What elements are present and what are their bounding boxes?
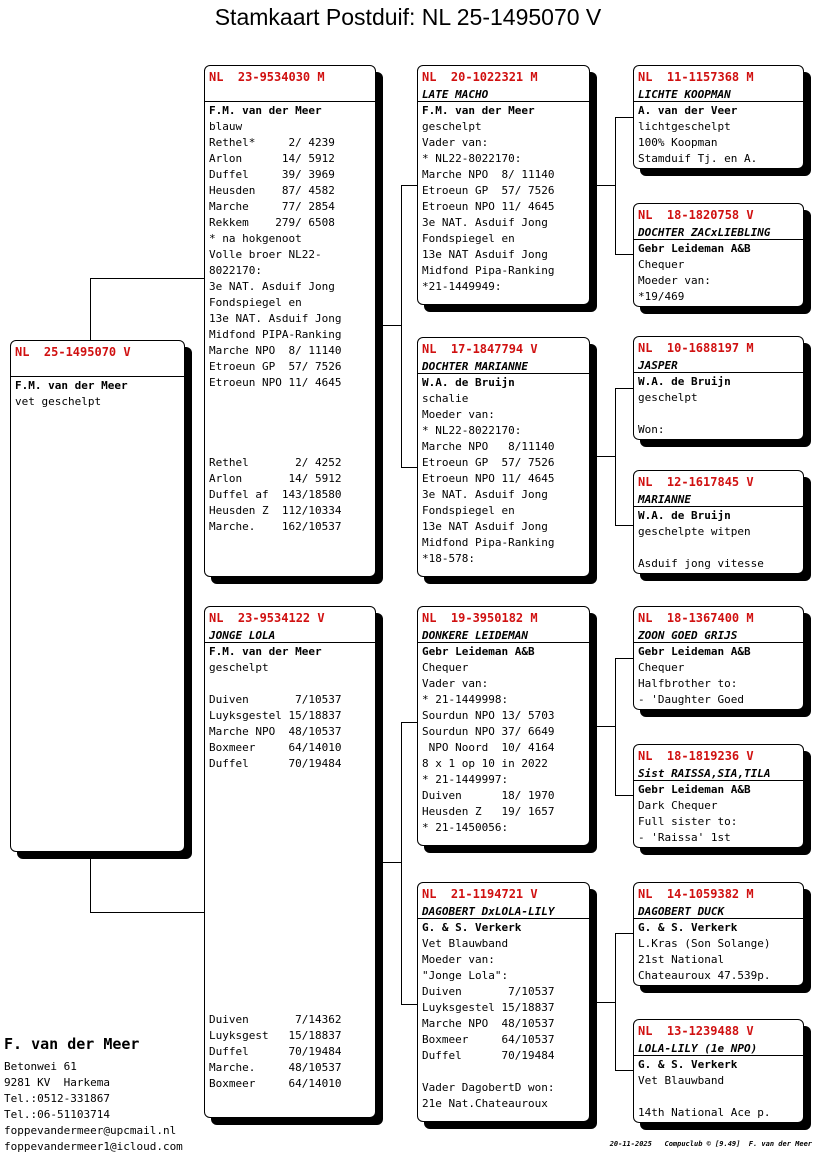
detail-line: Marche NPO 8/ 11140 bbox=[209, 344, 342, 357]
owner-address-line: 9281 KV Harkema bbox=[4, 1076, 110, 1089]
connector-line bbox=[401, 185, 402, 467]
breeder-name: Gebr Leideman A&B bbox=[638, 645, 751, 658]
grandsire-paternal-card bbox=[417, 65, 590, 305]
pigeon-details bbox=[638, 508, 764, 572]
connector-line bbox=[90, 912, 204, 913]
ggp-card-2 bbox=[633, 203, 804, 307]
detail-line bbox=[209, 423, 341, 439]
pigeon-details bbox=[209, 644, 341, 1092]
pigeon-name: MARIANNE bbox=[638, 493, 691, 506]
detail-line: Duffel 70/19484 bbox=[209, 1045, 342, 1058]
owner-email: foppevandermeer1@icloud.com bbox=[4, 1140, 183, 1153]
divider bbox=[634, 780, 803, 781]
pigeon-details bbox=[15, 378, 128, 410]
detail-line bbox=[209, 804, 341, 820]
detail-line: Marche 77/ 2854 bbox=[209, 200, 335, 213]
detail-line: Dark Chequer bbox=[638, 799, 718, 812]
pigeon-details bbox=[638, 103, 757, 167]
sire-card bbox=[204, 65, 376, 577]
detail-line: Marche NPO 8/11140 bbox=[422, 440, 555, 453]
pigeon-details bbox=[638, 241, 751, 305]
detail-line: Duffel 39/ 3969 bbox=[209, 168, 335, 181]
breeder-name: A. van der Veer bbox=[638, 104, 738, 117]
detail-line bbox=[209, 820, 341, 836]
detail-line bbox=[209, 932, 341, 948]
ring-number: NL 19-3950182 M bbox=[422, 611, 538, 625]
detail-line: 13e NAT Asduif Jong bbox=[422, 248, 548, 261]
detail-line: Duiven 7/10537 bbox=[422, 985, 555, 998]
detail-line: lichtgeschelpt bbox=[638, 120, 731, 133]
owner-phone: Tel.:06-51103714 bbox=[4, 1108, 110, 1121]
detail-line: schalie bbox=[422, 392, 469, 405]
detail-line: L.Kras (Son Solange) bbox=[638, 937, 771, 950]
detail-line: Won: bbox=[638, 423, 665, 436]
pigeon-name: LATE MACHO bbox=[422, 88, 489, 101]
divider bbox=[634, 1055, 803, 1056]
detail-line: Arlon 14/ 5912 bbox=[209, 472, 342, 485]
detail-line bbox=[209, 996, 341, 1012]
granddam-paternal-card bbox=[417, 337, 590, 577]
breeder-name: G. & S. Verkerk bbox=[638, 921, 738, 934]
detail-line: Etroeun GP 57/ 7526 bbox=[209, 360, 342, 373]
divider bbox=[11, 376, 184, 377]
detail-line: Halfbrother to: bbox=[638, 677, 738, 690]
detail-line: Luyksgest 15/18837 bbox=[209, 1029, 342, 1042]
connector-line bbox=[615, 658, 616, 795]
breeder-name: W.A. de Bruijn bbox=[638, 509, 731, 522]
ggp-card-5 bbox=[633, 606, 804, 710]
detail-line: Fondspiegel en bbox=[422, 504, 515, 517]
detail-line bbox=[209, 900, 341, 916]
connector-line bbox=[615, 933, 633, 934]
pigeon-name: DOCHTER MARIANNE bbox=[422, 360, 528, 373]
connector-line bbox=[615, 388, 633, 389]
detail-line: * 21-1450056: bbox=[422, 821, 509, 834]
breeder-name: F.M. van der Meer bbox=[209, 104, 322, 117]
detail-line: Stamduif Tj. en A. bbox=[638, 152, 758, 165]
connector-line bbox=[615, 933, 616, 1070]
detail-line: Full sister to: bbox=[638, 815, 738, 828]
divider bbox=[418, 101, 589, 102]
detail-line: *21-1449949: bbox=[422, 280, 502, 293]
detail-line: 3e NAT. Asduif Jong bbox=[422, 216, 548, 229]
ring-number: NL 18-1820758 V bbox=[638, 208, 754, 222]
detail-line: NPO Noord 10/ 4164 bbox=[422, 741, 555, 754]
detail-line: Moeder van: bbox=[422, 953, 495, 966]
connector-line bbox=[376, 862, 402, 863]
detail-line: Duiven 7/14362 bbox=[209, 1013, 342, 1026]
detail-line: Heusden Z 19/ 1657 bbox=[422, 805, 555, 818]
detail-line bbox=[209, 980, 341, 996]
ring-number: NL 11-1157368 M bbox=[638, 70, 754, 84]
detail-line bbox=[209, 391, 341, 407]
connector-line bbox=[90, 852, 91, 912]
ring-number: NL 17-1847794 V bbox=[422, 342, 538, 356]
detail-line: Marche. 48/10537 bbox=[209, 1061, 342, 1074]
detail-line bbox=[422, 1064, 554, 1080]
detail-line bbox=[638, 540, 764, 556]
breeder-name: W.A. de Bruijn bbox=[638, 375, 731, 388]
detail-line: Moeder van: bbox=[422, 408, 495, 421]
connector-line bbox=[401, 185, 417, 186]
divider bbox=[205, 642, 375, 643]
detail-line: Midfond Pipa-Ranking bbox=[422, 536, 555, 549]
detail-line bbox=[209, 884, 341, 900]
detail-line: Sourdun NPO 13/ 5703 bbox=[422, 709, 555, 722]
detail-line bbox=[209, 407, 341, 423]
connector-line bbox=[590, 726, 616, 727]
divider bbox=[418, 642, 589, 643]
ring-number: NL 20-1022321 M bbox=[422, 70, 538, 84]
connector-line bbox=[615, 117, 633, 118]
detail-line bbox=[638, 1089, 770, 1105]
detail-line: Boxmeer 64/10537 bbox=[422, 1033, 555, 1046]
detail-line: geschelpte witpen bbox=[638, 525, 751, 538]
detail-line: Rethel* 2/ 4239 bbox=[209, 136, 335, 149]
pigeon-details bbox=[422, 103, 554, 295]
owner-email: foppevandermeer@upcmail.nl bbox=[4, 1124, 177, 1137]
pigeon-details bbox=[638, 1057, 770, 1121]
detail-line: - 'Raissa' 1st bbox=[638, 831, 731, 844]
ggp-card-3 bbox=[633, 336, 804, 440]
detail-line: vet geschelpt bbox=[15, 395, 102, 408]
pigeon-name: DOCHTER ZACxLIEBLING bbox=[638, 226, 771, 239]
owner-contact bbox=[4, 1059, 183, 1155]
pigeon-details bbox=[422, 920, 554, 1112]
connector-line bbox=[615, 254, 633, 255]
detail-line: 14th National Ace p. bbox=[638, 1106, 771, 1119]
pigeon-details bbox=[638, 782, 751, 846]
detail-line bbox=[209, 852, 341, 868]
connector-line bbox=[615, 117, 616, 254]
divider bbox=[634, 918, 803, 919]
divider bbox=[634, 239, 803, 240]
pigeon-name: ZOON GOED GRIJS bbox=[638, 629, 738, 642]
detail-line: Vader DagobertD won: bbox=[422, 1081, 555, 1094]
ggp-card-8 bbox=[633, 1019, 804, 1123]
detail-line: Duffel 70/19484 bbox=[422, 1049, 555, 1062]
detail-line: Duiven 7/10537 bbox=[209, 693, 342, 706]
connector-line bbox=[615, 388, 616, 525]
ring-number: NL 14-1059382 M bbox=[638, 887, 754, 901]
detail-line bbox=[209, 676, 341, 692]
pigeon-details bbox=[638, 644, 751, 708]
ring-number: NL 10-1688197 M bbox=[638, 341, 754, 355]
detail-line: blauw bbox=[209, 120, 243, 133]
detail-line bbox=[209, 788, 341, 804]
detail-line: geschelpt bbox=[209, 661, 269, 674]
detail-line: * na hokgenoot bbox=[209, 232, 302, 245]
breeder-name: Gebr Leideman A&B bbox=[422, 645, 535, 658]
detail-line: Chateauroux 47.539p. bbox=[638, 969, 771, 982]
detail-line: 13e NAT. Asduif Jong bbox=[209, 312, 342, 325]
detail-line: *18-578: bbox=[422, 552, 475, 565]
detail-line: 100% Koopman bbox=[638, 136, 718, 149]
ring-number: NL 23-9534122 V bbox=[209, 611, 325, 625]
ggp-card-6 bbox=[633, 744, 804, 848]
detail-line: 21e Nat.Chateauroux bbox=[422, 1097, 548, 1110]
pigeon-details bbox=[638, 920, 770, 984]
detail-line: Marche NPO 8/ 11140 bbox=[422, 168, 555, 181]
detail-line: Moeder van: bbox=[638, 274, 711, 287]
pigeon-name: DAGOBERT DUCK bbox=[638, 905, 725, 918]
detail-line: geschelpt bbox=[638, 391, 698, 404]
connector-line bbox=[615, 795, 633, 796]
detail-line: Chequer bbox=[422, 661, 469, 674]
ggp-card-7 bbox=[633, 882, 804, 986]
breeder-name: F.M. van der Meer bbox=[209, 645, 322, 658]
pigeon-details bbox=[209, 103, 341, 535]
divider bbox=[634, 372, 803, 373]
detail-line: 8 x 1 op 10 in 2022 bbox=[422, 757, 548, 770]
owner-phone: Tel.:0512-331867 bbox=[4, 1092, 110, 1105]
breeder-name: F.M. van der Meer bbox=[15, 379, 128, 392]
connector-line bbox=[376, 325, 402, 326]
ring-number: NL 12-1617845 V bbox=[638, 475, 754, 489]
footer-credit: 20-11-2025 Compuclub © [9.49] F. van der Meer bbox=[609, 1140, 812, 1148]
detail-line: Vader van: bbox=[422, 677, 489, 690]
detail-line: 13e NAT Asduif Jong bbox=[422, 520, 548, 533]
connector-line bbox=[401, 722, 417, 723]
detail-line bbox=[209, 868, 341, 884]
detail-line bbox=[209, 948, 341, 964]
detail-line: Vet Blauwband bbox=[638, 1074, 725, 1087]
pigeon-details bbox=[638, 374, 731, 438]
divider bbox=[418, 918, 589, 919]
detail-line: Fondspiegel en bbox=[422, 232, 515, 245]
detail-line: Duffel 70/19484 bbox=[209, 757, 342, 770]
detail-line: Marche. 162/10537 bbox=[209, 520, 342, 533]
detail-line bbox=[638, 406, 731, 422]
detail-line: geschelpt bbox=[422, 120, 482, 133]
breeder-name: F.M. van der Meer bbox=[422, 104, 535, 117]
divider bbox=[418, 373, 589, 374]
grandsire-maternal-card bbox=[417, 606, 590, 846]
breeder-name: G. & S. Verkerk bbox=[638, 1058, 738, 1071]
pigeon-name: JONGE LOLA bbox=[209, 629, 276, 642]
connector-line bbox=[615, 525, 633, 526]
detail-line: Arlon 14/ 5912 bbox=[209, 152, 335, 165]
page-title: Stamkaart Postduif: NL 25-1495070 V bbox=[214, 4, 602, 30]
pigeon-details bbox=[422, 375, 554, 567]
pigeon-name: LICHTE KOOPMAN bbox=[638, 88, 731, 101]
detail-line: Duiven 18/ 1970 bbox=[422, 789, 555, 802]
detail-line: 21st National bbox=[638, 953, 725, 966]
ring-number: NL 13-1239488 V bbox=[638, 1024, 754, 1038]
detail-line: - 'Daughter Goed bbox=[638, 693, 744, 706]
divider bbox=[634, 642, 803, 643]
detail-line: Rethel 2/ 4252 bbox=[209, 456, 342, 469]
detail-line: Etroeun NPO 11/ 4645 bbox=[209, 376, 342, 389]
pigeon-name: JASPER bbox=[638, 359, 678, 372]
detail-line: Duffel af 143/18580 bbox=[209, 488, 342, 501]
owner-address-line: Betonwei 61 bbox=[4, 1060, 77, 1073]
detail-line: * 21-1449997: bbox=[422, 773, 509, 786]
ring-number: NL 18-1819236 V bbox=[638, 749, 754, 763]
divider bbox=[634, 506, 803, 507]
dam-card bbox=[204, 606, 376, 1118]
detail-line: * 21-1449998: bbox=[422, 693, 509, 706]
detail-line: Etroeun NPO 11/ 4645 bbox=[422, 200, 555, 213]
granddam-maternal-card bbox=[417, 882, 590, 1122]
connector-line bbox=[401, 1004, 417, 1005]
connector-line bbox=[401, 467, 417, 468]
detail-line: Marche NPO 48/10537 bbox=[422, 1017, 555, 1030]
detail-line bbox=[209, 439, 341, 455]
ring-number: NL 21-1194721 V bbox=[422, 887, 538, 901]
detail-line: Midfond PIPA-Ranking bbox=[209, 328, 342, 341]
pigeon-name: DONKERE LEIDEMAN bbox=[422, 629, 528, 642]
detail-line bbox=[209, 772, 341, 788]
breeder-name: G. & S. Verkerk bbox=[422, 921, 522, 934]
ring-number: NL 18-1367400 M bbox=[638, 611, 754, 625]
breeder-name: Gebr Leideman A&B bbox=[638, 242, 751, 255]
pigeon-details bbox=[422, 644, 554, 836]
ggp-card-1 bbox=[633, 65, 804, 169]
connector-line bbox=[615, 1070, 633, 1071]
ggp-card-4 bbox=[633, 470, 804, 574]
detail-line: * NL22-8022170: bbox=[422, 152, 522, 165]
detail-line bbox=[209, 916, 341, 932]
detail-line: Midfond Pipa-Ranking bbox=[422, 264, 555, 277]
detail-line: Chequer bbox=[638, 258, 685, 271]
detail-line: * NL22-8022170: bbox=[422, 424, 522, 437]
divider bbox=[205, 101, 375, 102]
detail-line: Heusden Z 112/10334 bbox=[209, 504, 342, 517]
detail-line: Luyksgestel 15/18837 bbox=[209, 709, 342, 722]
ring-number: NL 23-9534030 M bbox=[209, 70, 325, 84]
connector-line bbox=[401, 722, 402, 1004]
connector-line bbox=[90, 278, 91, 340]
divider bbox=[634, 101, 803, 102]
breeder-name: W.A. de Bruijn bbox=[422, 376, 515, 389]
detail-line: Etroeun GP 57/ 7526 bbox=[422, 184, 555, 197]
detail-line: Rekkem 279/ 6508 bbox=[209, 216, 335, 229]
ring-number: NL 25-1495070 V bbox=[15, 345, 131, 359]
detail-line: 3e NAT. Asduif Jong bbox=[422, 488, 548, 501]
detail-line: Etroeun GP 57/ 7526 bbox=[422, 456, 555, 469]
pigeon-name: LOLA-LILY (1e NPO) bbox=[638, 1042, 758, 1055]
owner-name: F. van der Meer bbox=[4, 1035, 140, 1053]
detail-line bbox=[209, 836, 341, 852]
detail-line: Fondspiegel en bbox=[209, 296, 302, 309]
connector-line bbox=[590, 185, 616, 186]
detail-line: Vader van: bbox=[422, 136, 489, 149]
detail-line: Asduif jong vitesse bbox=[638, 557, 764, 570]
connector-line bbox=[590, 456, 616, 457]
detail-line: Boxmeer 64/14010 bbox=[209, 741, 342, 754]
detail-line: "Jonge Lola": bbox=[422, 969, 509, 982]
connector-line bbox=[90, 278, 204, 279]
detail-line: Chequer bbox=[638, 661, 685, 674]
connector-line bbox=[590, 1002, 616, 1003]
detail-line: Luyksgestel 15/18837 bbox=[422, 1001, 555, 1014]
detail-line: Heusden 87/ 4582 bbox=[209, 184, 335, 197]
breeder-name: Gebr Leideman A&B bbox=[638, 783, 751, 796]
connector-line bbox=[615, 658, 633, 659]
detail-line: Boxmeer 64/14010 bbox=[209, 1077, 342, 1090]
detail-line: Sourdun NPO 37/ 6649 bbox=[422, 725, 555, 738]
pigeon-name: DAGOBERT DxLOLA-LILY bbox=[422, 905, 555, 918]
detail-line: *19/469 bbox=[638, 290, 685, 303]
detail-line bbox=[209, 964, 341, 980]
detail-line: Marche NPO 48/10537 bbox=[209, 725, 342, 738]
detail-line: Vet Blauwband bbox=[422, 937, 509, 950]
detail-line: Etroeun NPO 11/ 4645 bbox=[422, 472, 555, 485]
subject-pigeon-card bbox=[10, 340, 185, 852]
detail-line: 3e NAT. Asduif Jong bbox=[209, 280, 335, 293]
detail-line: Volle broer NL22- bbox=[209, 248, 322, 261]
pigeon-name: Sist RAISSA,SIA,TILA bbox=[638, 767, 771, 780]
detail-line: 8022170: bbox=[209, 264, 262, 277]
